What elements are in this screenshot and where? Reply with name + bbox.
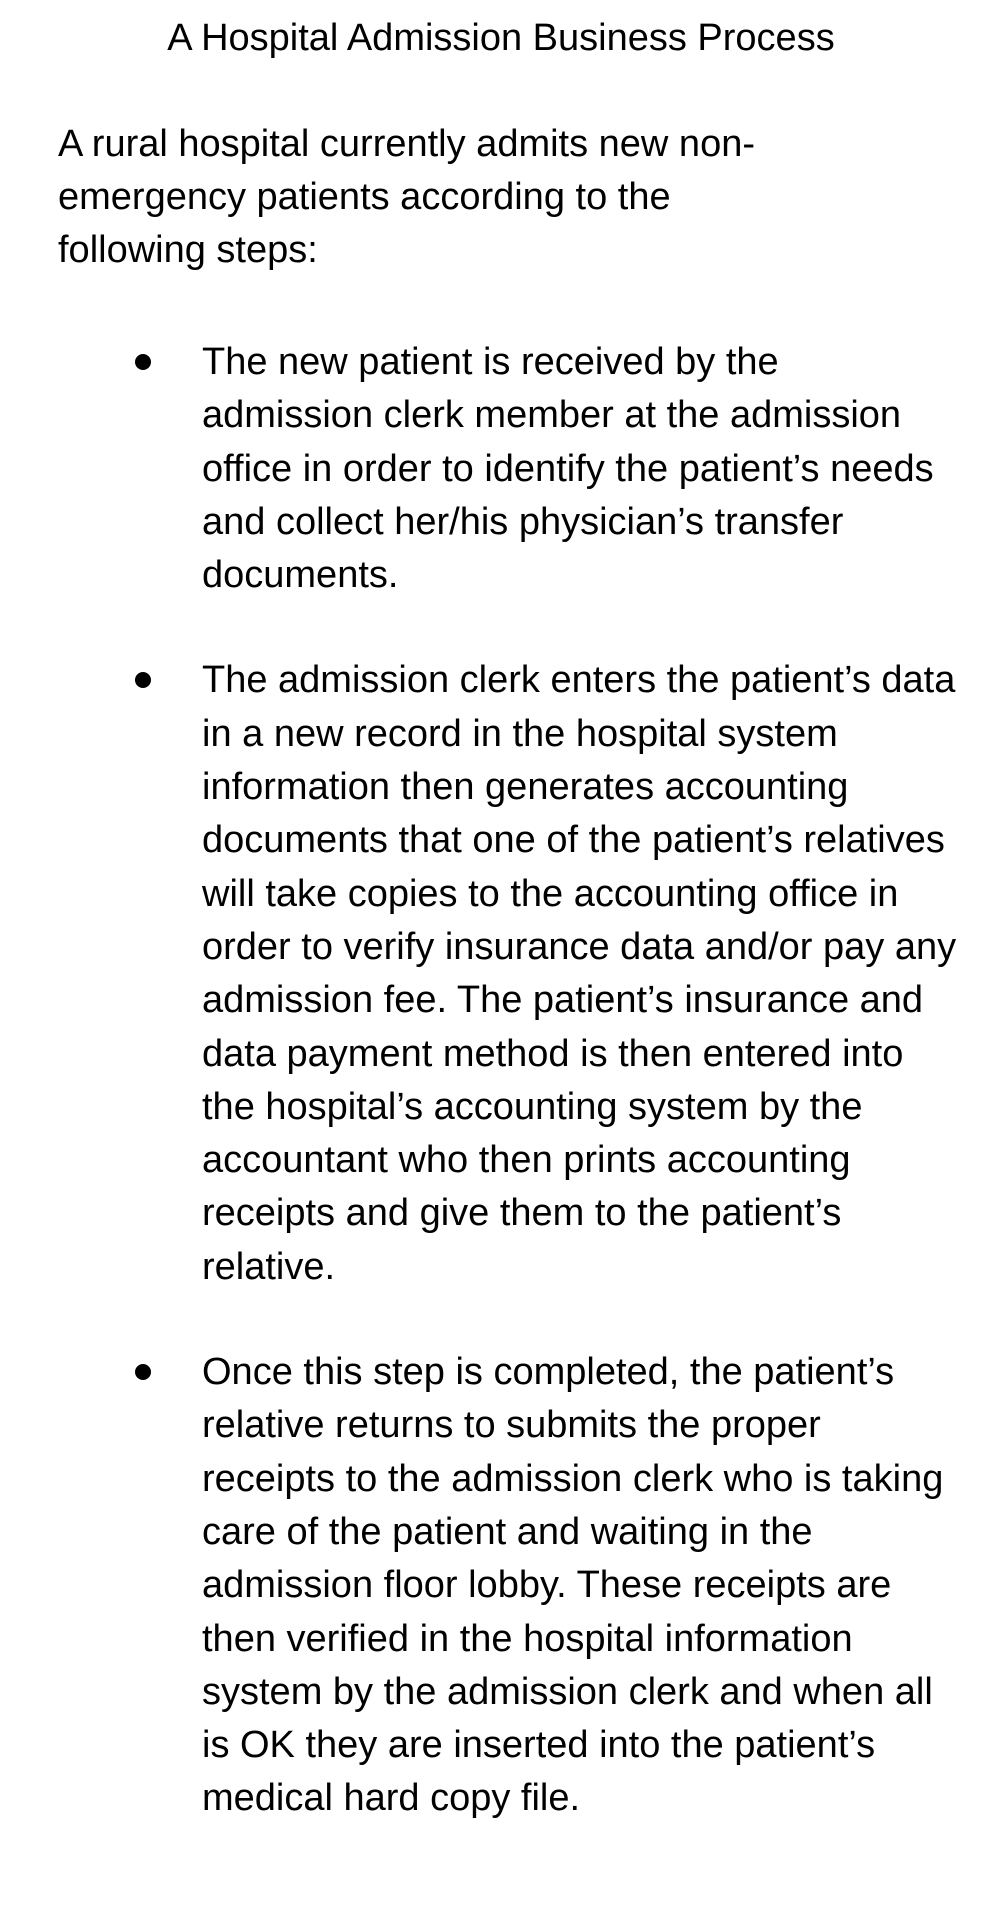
intro-paragraph: A rural hospital currently admits new non-emergency patients according to the following steps: — [58, 123, 755, 271]
step-item-1 — [0, 336, 1002, 602]
bullet-icon — [135, 1364, 151, 1380]
steps-list — [0, 336, 1002, 1878]
step-item-3 — [0, 1346, 1002, 1826]
step-text: The admission clerk enters the patient’s data in a new record in the hospital system information then generates accounting documents that one of the patient’s relatives will take copies to the accounting office in order to verify insurance data and/or pay any admission fee. The patient’s insurance and data payment method is then entered into the hospital’s accounting system by the accountant who then prints accounting receipts and give them to the patient’s relative. — [202, 659, 957, 1288]
step-item-2 — [0, 654, 1002, 1294]
bullet-icon — [135, 672, 151, 688]
step-text: The new patient is received by the admission clerk member at the admission office in order to identify the patient’s needs and collect her/his physician’s transfer documents. — [202, 341, 934, 597]
bullet-icon — [135, 354, 151, 370]
step-text: Once this step is completed, the patient’s relative returns to submits the proper receipts to the admission clerk who is taking care of the patient and waiting in the admission floor lobby. These receipts are then verified in the hospital information system by the admission clerk and when all is OK they are inserted into the patient’s medical hard copy file. — [202, 1351, 944, 1820]
document-title: A Hospital Admission Business Process — [167, 17, 835, 59]
